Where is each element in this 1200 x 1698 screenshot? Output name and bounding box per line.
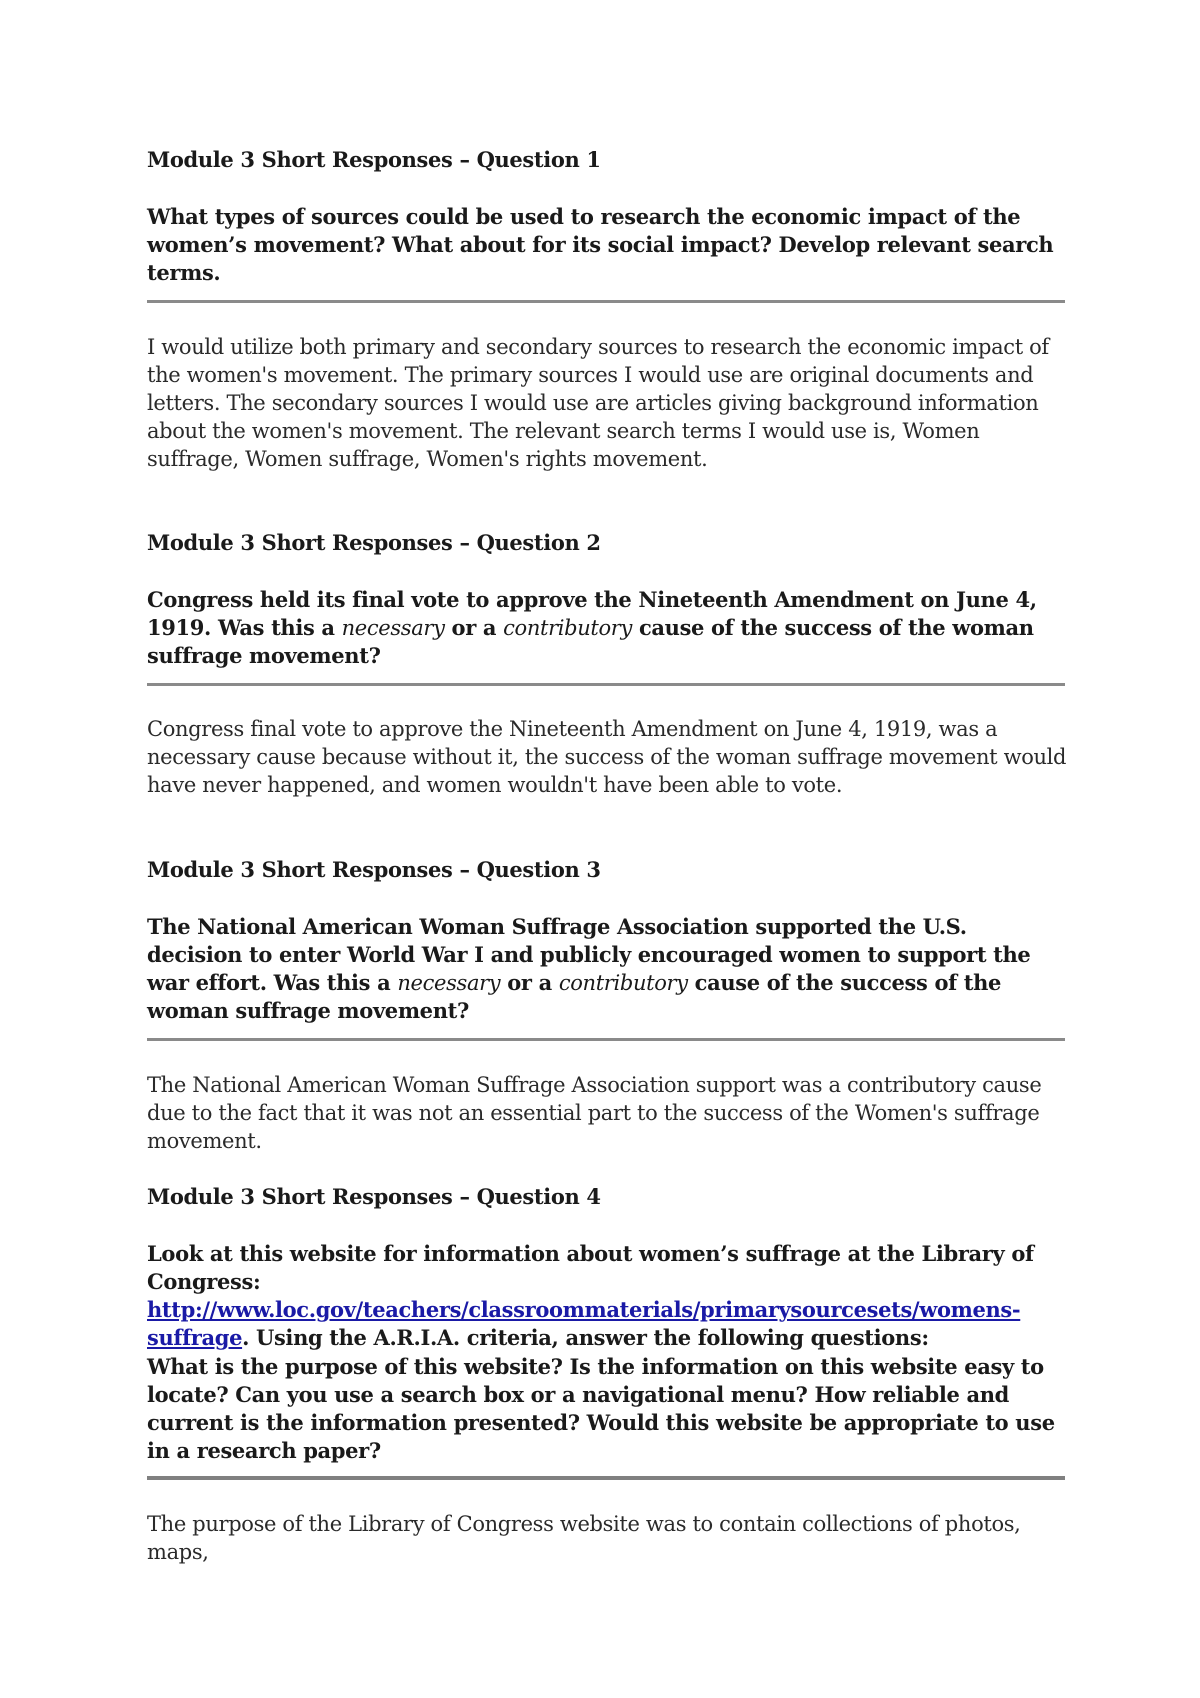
section-2-heading: Module 3 Short Responses – Question 2 <box>147 530 601 555</box>
section-4-heading: Module 3 Short Responses – Question 4 <box>147 1184 601 1209</box>
section-3-question-text-2: or a <box>500 970 559 995</box>
section-3-divider <box>147 1038 1065 1041</box>
section-3-answer: The National American Woman Suffrage Association support was a contributory cause due to the fact that it was not an essential part to the success of the Women's suffrage movement. <box>147 1073 1042 1153</box>
section-2-question-text-1: Congress held its final vote to approve the Nineteenth Amendment on June 4, 1919. Was this a <box>147 587 1037 640</box>
section-3-heading: Module 3 Short Responses – Question 3 <box>147 857 601 882</box>
section-2-answer: Congress final vote to approve the Nineteenth Amendment on June 4, 1919, was a necessary cause because without it, the success of the woman suffrage movement would have never happened, and women wouldn't have been able to vote. <box>147 717 1067 797</box>
section-4-answer: The purpose of the Library of Congress website was to contain collections of photos, maps, <box>147 1512 1021 1564</box>
section-4-question-text-1: Look at this website for information about women’s suffrage at the Library of Congress: <box>147 1241 1034 1294</box>
section-4-question-text-2: . Using the A.R.I.A. criteria, answer the following questions: <box>242 1325 929 1350</box>
section-2-question-text-2: or a <box>444 615 504 640</box>
section-1-answer: I would utilize both primary and secondary sources to research the economic impact of the women's movement. The primary sources I would use are original documents and letters. The secondary sources I would use are articles giving background information about the women's movement. The relevant search terms I would use is, Women suffrage, Women suffrage, Women's rights movement. <box>147 335 1049 471</box>
section-2-question-text-3: cause of the success of the woman suffrage movement? <box>147 615 1034 668</box>
section-3-question-contributory: contributory <box>558 971 688 995</box>
section-1-heading: Module 3 Short Responses – Question 1 <box>147 147 601 172</box>
section-3-question-text-3: cause of the success of the woman suffrage movement? <box>147 970 1002 1023</box>
section-2-question <box>147 586 1067 670</box>
section-4-question <box>147 1240 1067 1352</box>
section-3-question-text-1: The National American Woman Suffrage Association supported the U.S. decision to enter World War I and publicly encouraged women to support the war effort. Was this a <box>147 914 1031 995</box>
section-3-question-necessary: necessary <box>397 971 501 995</box>
section-4-question-2: What is the purpose of this website? Is the information on this website easy to locate? Can you use a search box or a navigational menu? How reliable and current is the information presented? Would this website be appropriate to use in a research paper? <box>147 1354 1055 1463</box>
loc-website-link[interactable]: http://www.loc.gov/teachers/classroommaterials/primarysourcesets/womens-suffrage <box>147 1297 1021 1350</box>
section-1-question: What types of sources could be used to research the economic impact of the women’s movement? What about for its social impact? Develop relevant search terms. <box>147 204 1054 285</box>
section-2-question-necessary: necessary <box>341 616 445 640</box>
section-2-question-contributory: contributory <box>503 616 632 640</box>
section-2-divider <box>147 683 1065 686</box>
section-3-question <box>147 913 1067 1025</box>
section-4-divider <box>147 1476 1065 1480</box>
section-1-divider <box>147 300 1065 303</box>
